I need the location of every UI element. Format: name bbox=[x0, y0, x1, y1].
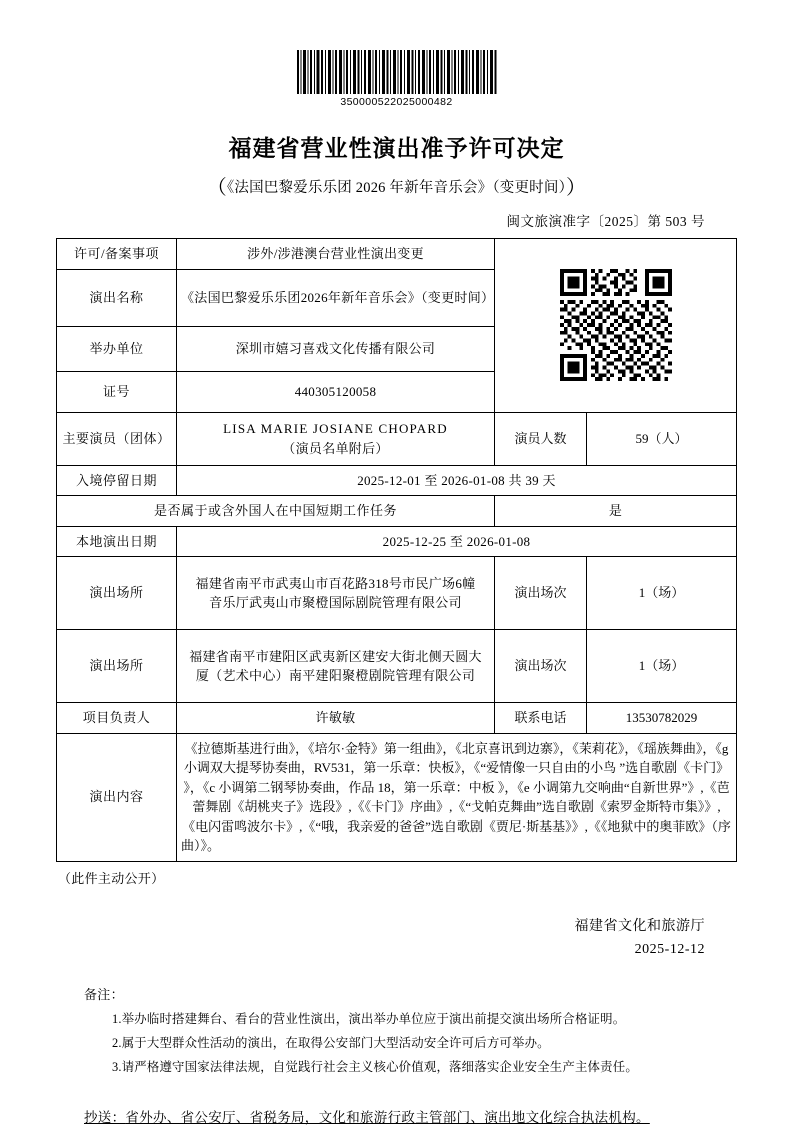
venue1-value: 福建省南平市武夷山市百花路318号市民广场6幢音乐厅武夷山市聚橙国际剧院管理有限公司 bbox=[177, 557, 495, 630]
venue2-label: 演出场所 bbox=[57, 630, 177, 703]
remarks-title: 备注： bbox=[84, 987, 124, 1003]
venue1-times-value: 1（场） bbox=[587, 557, 737, 630]
signature-block bbox=[0, 915, 793, 963]
cc-recipients: 省外办、省公安厅、省税务局，文化和旅游行政主管部门、演出地文化综合执法机构。 bbox=[125, 1110, 650, 1126]
venue2-times-value: 1（场） bbox=[587, 630, 737, 703]
program-content-value: 《拉德斯基进行曲》，《培尔·金特》第一组曲》，《北京喜讯到边寨》，《茉莉花》，《瑶族舞曲》，《g 小调双大提琴协奏曲，RV531，第一乐章：快板》，《“爱情像一只自由的小鸟 ”选自歌剧《卡门》 》，《c 小调第二钢琴协奏曲，作品 18，第一乐章：中板 》，《e 小调第九交响曲“自新世界”》,《芭蕾舞剧《胡桃夹子》选段》,《《卡门》序曲》,《“戈帕克舞曲”选自歌剧《索罗金斯特市集》》,《电闪雷鸣波尔卡》,《“哦，我亲爱的爸爸”选自歌剧《贾尼·斯基基》》,《《地狱中的奥菲欧》（序曲）》。 bbox=[177, 733, 737, 861]
performance-name-label: 演出名称 bbox=[57, 269, 177, 326]
permit-item-label: 许可/备案事项 bbox=[57, 239, 177, 270]
organizer-value: 深圳市嬉习喜戏文化传播有限公司 bbox=[177, 326, 495, 371]
document-number: 闽文旅演准字〔2025〕第 503 号 bbox=[506, 214, 705, 229]
issuing-authority: 福建省文化和旅游厅 bbox=[574, 918, 705, 934]
organizer-label: 举办单位 bbox=[57, 326, 177, 371]
stay-period-value: 2025-12-01 至 2026-01-08 共 39 天 bbox=[177, 465, 737, 496]
stay-period-label: 入境停留日期 bbox=[57, 465, 177, 496]
remark-item: 3.请严格遵守国家法律法规，自觉践行社会主义核心价值观，落细落实企业安全生产主体责任。 bbox=[112, 1060, 638, 1075]
qr-code-cell bbox=[495, 239, 737, 413]
table-row bbox=[57, 703, 737, 734]
program-content-label: 演出内容 bbox=[57, 733, 177, 861]
actor-count-value: 59（人） bbox=[587, 412, 737, 465]
contact-phone-label: 联系电话 bbox=[495, 703, 587, 734]
main-actor-label: 主要演员（团体） bbox=[57, 412, 177, 465]
public-disclosure-note: （此件主动公开） bbox=[58, 870, 165, 886]
subtitle-close-paren: ） bbox=[566, 177, 587, 199]
project-manager-value: 许敏敏 bbox=[177, 703, 495, 734]
cc-block bbox=[0, 1105, 793, 1131]
certificate-value: 440305120058 bbox=[177, 371, 495, 412]
main-actor-note: （演员名单附后） bbox=[282, 440, 389, 456]
main-actor-name: LISA MARIE JOSIANE CHOPARD bbox=[223, 421, 448, 436]
table-row bbox=[57, 465, 737, 496]
venue2-value: 福建省南平市建阳区武夷新区建安大街北侧天圆大厦（艺术中心）南平建阳聚橙剧院管理有限公司 bbox=[177, 630, 495, 703]
remark-item: 1.举办临时搭建舞台、看台的营业性演出，演出举办单位应于演出前提交演出场所合格证明。 bbox=[112, 1012, 626, 1027]
table-row bbox=[57, 496, 737, 527]
actor-count-label: 演员人数 bbox=[495, 412, 587, 465]
table-row bbox=[57, 557, 737, 630]
local-date-value: 2025-12-25 至 2026-01-08 bbox=[177, 526, 737, 557]
issue-date: 2025-12-12 bbox=[634, 942, 705, 958]
barcode-block bbox=[287, 0, 507, 108]
barcode-number: 350000522025000482 bbox=[340, 96, 453, 108]
local-date-label: 本地演出日期 bbox=[57, 526, 177, 557]
performance-name-value: 《法国巴黎爱乐乐团2026年新年音乐会》（变更时间） bbox=[177, 269, 495, 326]
subtitle-text: 《法国巴黎爱乐乐团 2026 年新年音乐会》（变更时间） bbox=[226, 180, 567, 196]
remark-item: 2.属于大型群众性活动的演出，在取得公安部门大型活动安全许可后方可举办。 bbox=[112, 1036, 550, 1051]
table-row bbox=[57, 630, 737, 703]
project-manager-label: 项目负责人 bbox=[57, 703, 177, 734]
remarks-block bbox=[0, 984, 793, 1075]
subtitle-open-paren: （ bbox=[206, 177, 227, 199]
venue2-times-label: 演出场次 bbox=[495, 630, 587, 703]
venue1-times-label: 演出场次 bbox=[495, 557, 587, 630]
cc-label: 抄送： bbox=[84, 1110, 126, 1126]
table-row bbox=[57, 239, 737, 270]
certificate-label: 证号 bbox=[57, 371, 177, 412]
permit-table bbox=[56, 238, 737, 862]
table-row bbox=[57, 526, 737, 557]
page-title: 福建省营业性演出准予许可决定 bbox=[228, 136, 565, 161]
table-row bbox=[57, 733, 737, 861]
foreign-worker-value: 是 bbox=[495, 496, 737, 527]
main-actor-value bbox=[177, 412, 495, 465]
permit-item-value: 涉外/涉港澳台营业性演出变更 bbox=[177, 239, 495, 270]
venue1-label: 演出场所 bbox=[57, 557, 177, 630]
contact-phone-value: 13530782029 bbox=[587, 703, 737, 734]
qr-code-icon bbox=[560, 269, 672, 381]
page-subtitle bbox=[0, 171, 793, 200]
barcode-icon bbox=[297, 50, 497, 94]
table-row bbox=[57, 412, 737, 465]
foreign-worker-label: 是否属于或含外国人在中国短期工作任务 bbox=[57, 496, 495, 527]
